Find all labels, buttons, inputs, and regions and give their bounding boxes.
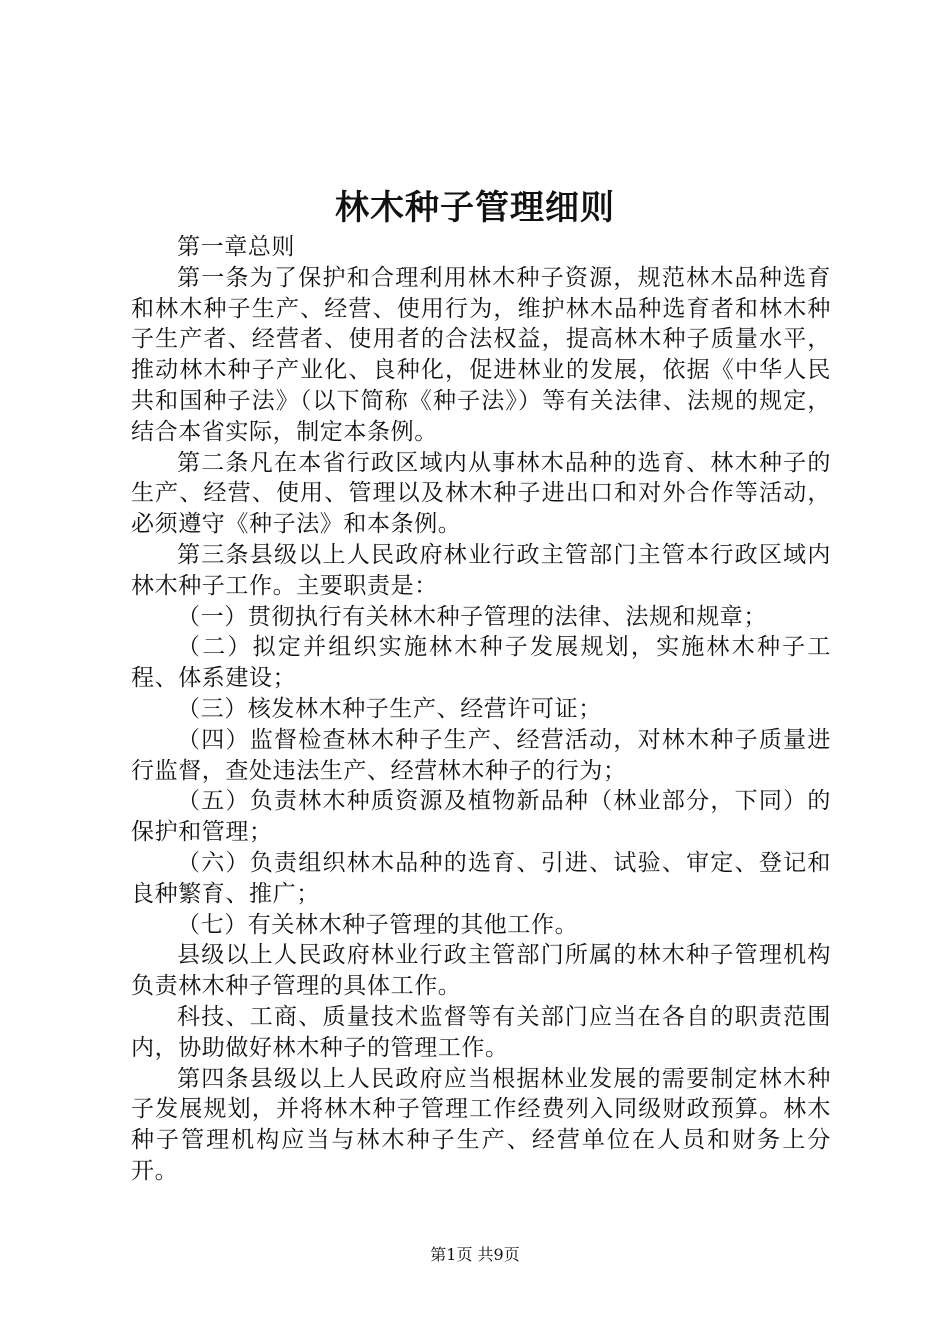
list-item-4: （四）监督检查林木种子生产、经营活动，对林木种子质量进行监督，查处违法生产、经营林木种子的行为； [131, 726, 831, 784]
chapter-heading: 第一章总则 [177, 234, 295, 260]
document-title: 林木种子管理细则 [335, 188, 615, 228]
paragraph-article-2: 第二条凡在本省行政区域内从事林木品种的选育、林木种子的生产、经营、使用、管理以及林木种子进出口和对外合作等活动，必须遵守《种子法》和本条例。 [131, 449, 831, 538]
document-body [131, 232, 831, 1187]
list-item-5: （五）负责林木种质资源及植物新品种（林业部分，下同）的保护和管理； [131, 788, 831, 846]
paragraph-article-3: 第三条县级以上人民政府林业行政主管部门主管本行政区域内林木种子工作。主要职责是： [131, 541, 831, 599]
paragraph-article-1: 第一条为了保护和合理利用林木种子资源，规范林木品种选育和林木种子生产、经营、使用行为，维护林木品种选育者和林木种子生产者、经营者、使用者的合法权益，提高林木种子质量水平，推动林木种子产业化、良种化，促进林业的发展，依据《中华人民共和国种子法》（以下简称《种子法》）等有关法律、法规的规定，结合本省实际，制定本条例。 [131, 264, 831, 445]
list-item-6: （六）负责组织林木品种的选育、引进、试验、审定、登记和良种繁育、推广； [131, 849, 831, 907]
paragraph-article-4: 第四条县级以上人民政府应当根据林业发展的需要制定林木种子发展规划，并将林木种子管理工作经费列入同级财政预算。林木种子管理机构应当与林木种子生产、经营单位在人员和财务上分开。 [131, 1065, 831, 1184]
list-item-2: （二）拟定并组织实施林木种子发展规划，实施林木种子工程、体系建设； [131, 634, 831, 692]
list-item-7: （七）有关林木种子管理的其他工作。 [177, 911, 579, 938]
page-number-footer: 第1页 共9页 [430, 1245, 520, 1264]
list-item-3: （三）核发林木种子生产、经营许可证； [177, 695, 602, 722]
paragraph-related-departments: 科技、工商、质量技术监督等有关部门应当在各自的职责范围内，协助做好林木种子的管理工作。 [131, 1003, 831, 1061]
list-item-1: （一）贯彻执行有关林木种子管理的法律、法规和规章； [177, 603, 767, 630]
paragraph-management-agency: 县级以上人民政府林业行政主管部门所属的林木种子管理机构负责林木种子管理的具体工作。 [131, 942, 831, 1000]
